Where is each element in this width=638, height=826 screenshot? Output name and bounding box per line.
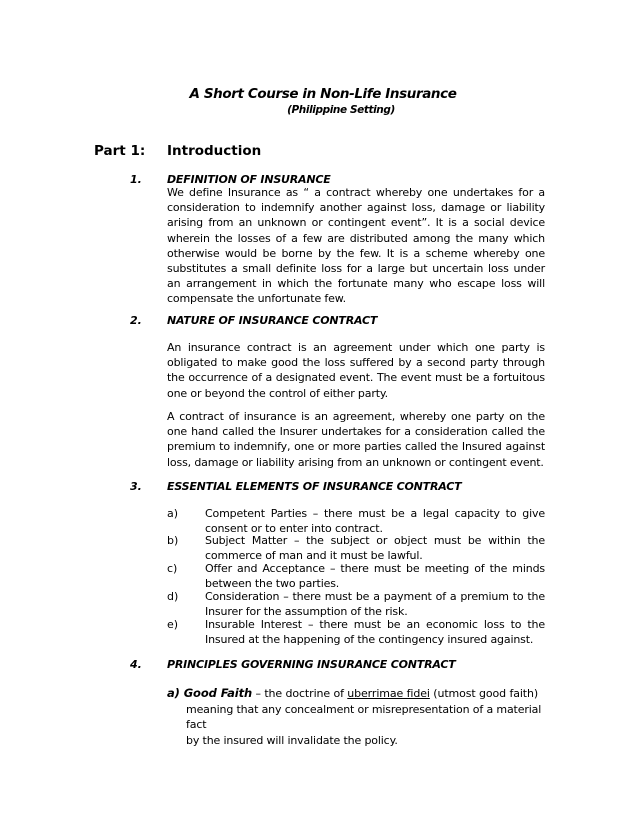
principle-text-after: (utmost good faith) bbox=[429, 687, 539, 700]
list-item-text: Subject Matter – the subject or object must be within the commerce of man and it must be lawful. bbox=[205, 534, 545, 562]
list-item-text: Insurable Interest – there must be an economic loss to the Insured at the happening of the contingency insured against. bbox=[205, 618, 545, 646]
section-4-number: 4. bbox=[130, 658, 142, 671]
section-4-heading: PRINCIPLES GOVERNING INSURANCE CONTRACT bbox=[167, 658, 456, 671]
section-3-heading: ESSENTIAL ELEMENTS OF INSURANCE CONTRACT bbox=[167, 480, 462, 493]
part-label: Part 1: bbox=[94, 143, 146, 159]
principle-continuation-1: meaning that any concealment or misrepresentation of a material fact bbox=[186, 702, 542, 732]
part-title: Introduction bbox=[167, 143, 262, 159]
list-item-text: Offer and Acceptance – there must be meeting of the minds between the two parties. bbox=[205, 562, 545, 590]
document-subtitle: (Philippine Setting) bbox=[287, 104, 395, 116]
section-1-heading: DEFINITION OF INSURANCE bbox=[167, 173, 331, 186]
section-2-paragraph-1: An insurance contract is an agreement under which one party is obligated to make good the loss suffered by a second party through the occurrence of a designated event. The event must be a fortuitous one or beyond the control of either party. bbox=[167, 341, 545, 400]
list-item-label: e) bbox=[167, 618, 179, 631]
principle-good-faith bbox=[167, 686, 545, 748]
list-item-label: d) bbox=[167, 590, 179, 603]
section-2-heading: NATURE OF INSURANCE CONTRACT bbox=[167, 314, 378, 327]
list-item-label: c) bbox=[167, 562, 178, 575]
list-item-label: b) bbox=[167, 534, 179, 547]
principle-label: a) Good Faith bbox=[167, 686, 253, 700]
section-1-paragraph: We define Insurance as “ a contract whereby one undertakes for a consideration to indemnify another against loss, damage or liability arising from an unknown or contingent event”. It is a social device wherein the losses of a few are distributed among the many which otherwise would be borne by the few. It is a scheme whereby one substitutes a small definite loss for a large but uncertain loss under an arrangement in which the fortunate many who escape loss will compensate the unfortunate few. bbox=[167, 186, 545, 306]
section-3-number: 3. bbox=[130, 480, 142, 493]
document-title: A Short Course in Non-Life Insurance bbox=[189, 86, 457, 102]
principle-first-line bbox=[167, 686, 545, 702]
principle-term: uberrimae fidei bbox=[347, 687, 430, 700]
principle-continuation-2: by the insured will invalidate the policy. bbox=[186, 733, 398, 747]
list-item-text: Consideration – there must be a payment of a premium to the Insurer for the assumption of the risk. bbox=[205, 590, 545, 618]
section-2-paragraph-2: A contract of insurance is an agreement, whereby one party on the one hand called the Insurer undertakes for a consideration called the premium to indemnify, one or more parties called the Insured against loss, damage or liability arising from an unknown or contingent event. bbox=[167, 410, 545, 469]
list-item-label: a) bbox=[167, 507, 179, 520]
section-1-number: 1. bbox=[130, 173, 142, 186]
list-item-text: Competent Parties – there must be a legal capacity to give consent or to enter into contract. bbox=[205, 507, 545, 535]
section-2-number: 2. bbox=[130, 314, 142, 327]
principle-text-before: – the doctrine of bbox=[252, 687, 348, 700]
